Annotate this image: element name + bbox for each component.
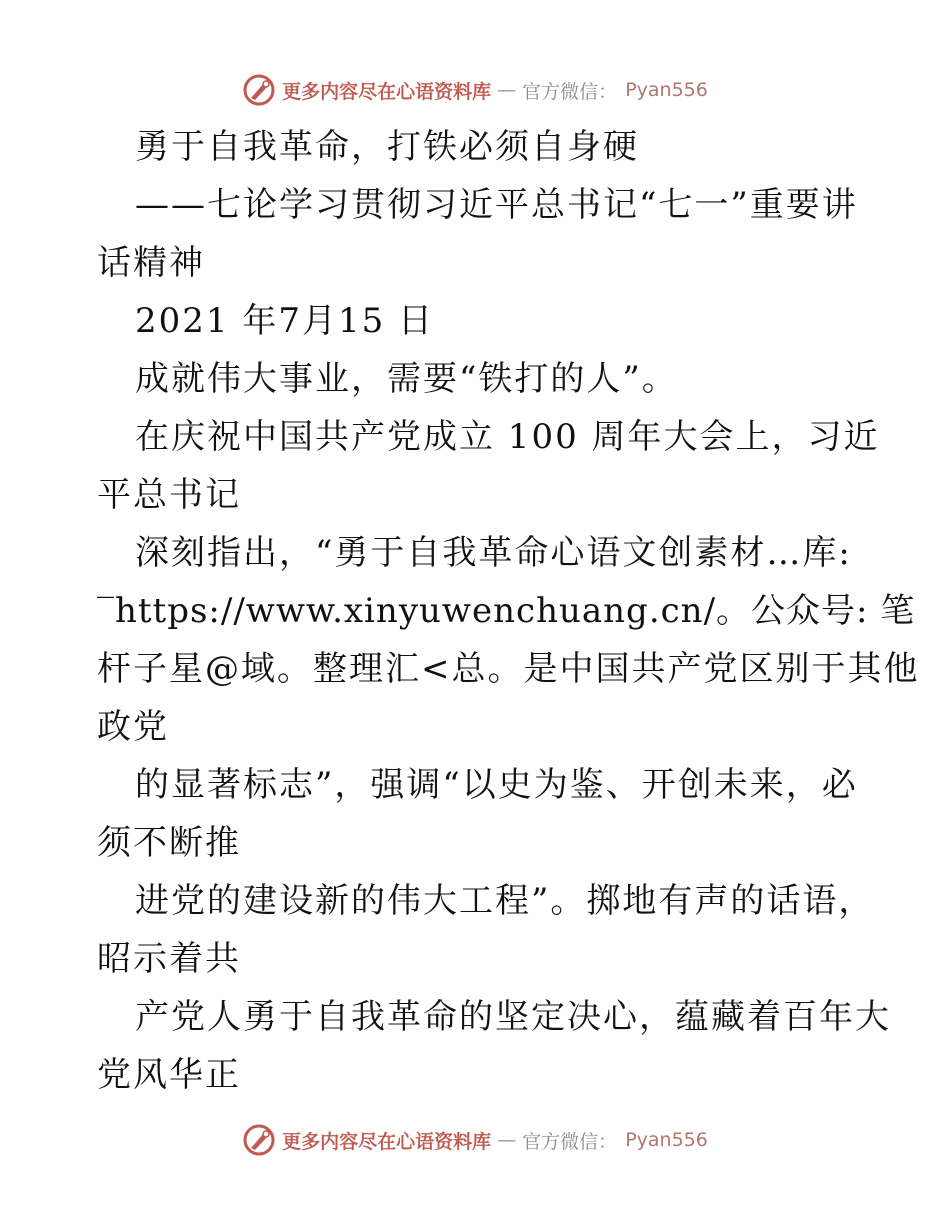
doc-paragraph-line: 深刻指出，“勇于自我革命心语文创素材…库: — [135, 533, 852, 573]
doc-paragraph-line: 进党的建设新的伟大工程”。掷地有声的话语， — [135, 881, 875, 921]
banner-wechat-id: Pyan556 — [625, 1129, 708, 1151]
doc-paragraph-line: 在庆祝中国共产党成立 100 周年大会上，习近 — [135, 417, 880, 457]
doc-paragraph-line: 杆子星@域。整理汇<总。是中国共产党区别于其他 — [97, 649, 920, 689]
banner-wechat-label: 官方微信： — [522, 1130, 618, 1153]
banner-wechat-id: Pyan556 — [625, 79, 708, 101]
footer-watermark-banner — [0, 1120, 950, 1160]
pen-seal-icon — [242, 73, 276, 107]
doc-paragraph-line: ‾https://www.xinyuwenchuang.cn/。公众号: 笔 — [97, 591, 916, 631]
banner-wechat-label: 官方微信： — [522, 80, 618, 103]
doc-date: 2021 年7月15 日 — [135, 301, 435, 341]
doc-paragraph-line: 党风华正 — [97, 1055, 241, 1095]
doc-paragraph-line: 成就伟大事业，需要“铁打的人”。 — [135, 359, 678, 399]
doc-subtitle: ——七论学习贯彻习近平总书记“七一”重要讲 — [135, 185, 858, 225]
doc-paragraph-line: 政党 — [97, 707, 169, 747]
doc-title: 勇于自我革命，打铁必须自身硬 — [135, 127, 639, 167]
banner-dash: — — [497, 1129, 517, 1151]
doc-paragraph-line: 的显著标志”，强调“以史为鉴、开创未来，必 — [135, 765, 858, 805]
pen-seal-icon — [242, 1123, 276, 1157]
doc-subtitle-cont: 话精神 — [97, 243, 205, 283]
doc-paragraph-line: 昭示着共 — [97, 939, 241, 979]
doc-paragraph-line: 平总书记 — [97, 475, 241, 515]
doc-paragraph-line: 须不断推 — [97, 823, 241, 863]
document-body — [97, 118, 920, 1104]
banner-dash: — — [497, 79, 517, 101]
header-watermark-banner — [0, 70, 950, 110]
doc-paragraph-line: 产党人勇于自我革命的坚定决心，蕴藏着百年大 — [135, 997, 891, 1037]
banner-main-text: 更多内容尽在心语资料库 — [282, 1130, 492, 1153]
banner-main-text: 更多内容尽在心语资料库 — [282, 80, 492, 103]
